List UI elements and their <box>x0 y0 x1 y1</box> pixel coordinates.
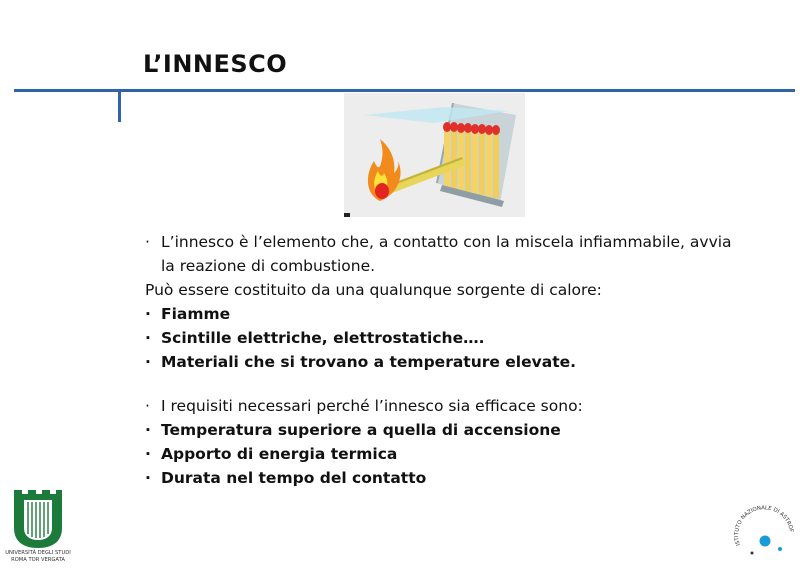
spacer <box>145 374 795 394</box>
inaf-logo <box>730 505 798 569</box>
list-item: · Scintille elettriche, elettrostatiche…. <box>145 329 485 347</box>
slide-title: L’INNESCO <box>143 50 288 78</box>
bullet: · <box>145 233 150 251</box>
university-logo <box>5 488 71 563</box>
slide-body <box>145 230 795 490</box>
paragraph-line: la reazione di combustione. <box>161 257 376 275</box>
svg-text:ROMA TOR VERGATA: ROMA TOR VERGATA <box>11 557 65 563</box>
matches-ignition-illustration <box>344 93 525 217</box>
list-item: · Materiali che si trovano a temperature elevate. <box>145 353 577 371</box>
paragraph-line: · L’innesco è l’elemento che, a contatto con la miscela infiammabile, avvia <box>145 230 795 254</box>
list-item: · Durata nel tempo del contatto <box>145 469 427 487</box>
list-item: · Fiamme <box>145 305 231 323</box>
paragraph-line: Può essere costituito da una qualunque sorgente di calore: <box>145 281 602 299</box>
svg-text:UNIVERSITÀ DEGLI STUDI: UNIVERSITÀ DEGLI STUDI <box>5 550 71 556</box>
list-item: · Temperatura superiore a quella di accensione <box>145 421 561 439</box>
list-item: · Apporto di energia termica <box>145 445 398 463</box>
paragraph-line: · I requisiti necessari perché l’innesco sia efficace sono: <box>145 397 583 415</box>
title-underline <box>14 89 795 92</box>
title-side-bar <box>118 89 121 122</box>
svg-text:ISTITUTO NAZIONALE DI ASTROFIS: ISTITUTO NAZIONALE DI ASTROF <box>734 505 794 547</box>
